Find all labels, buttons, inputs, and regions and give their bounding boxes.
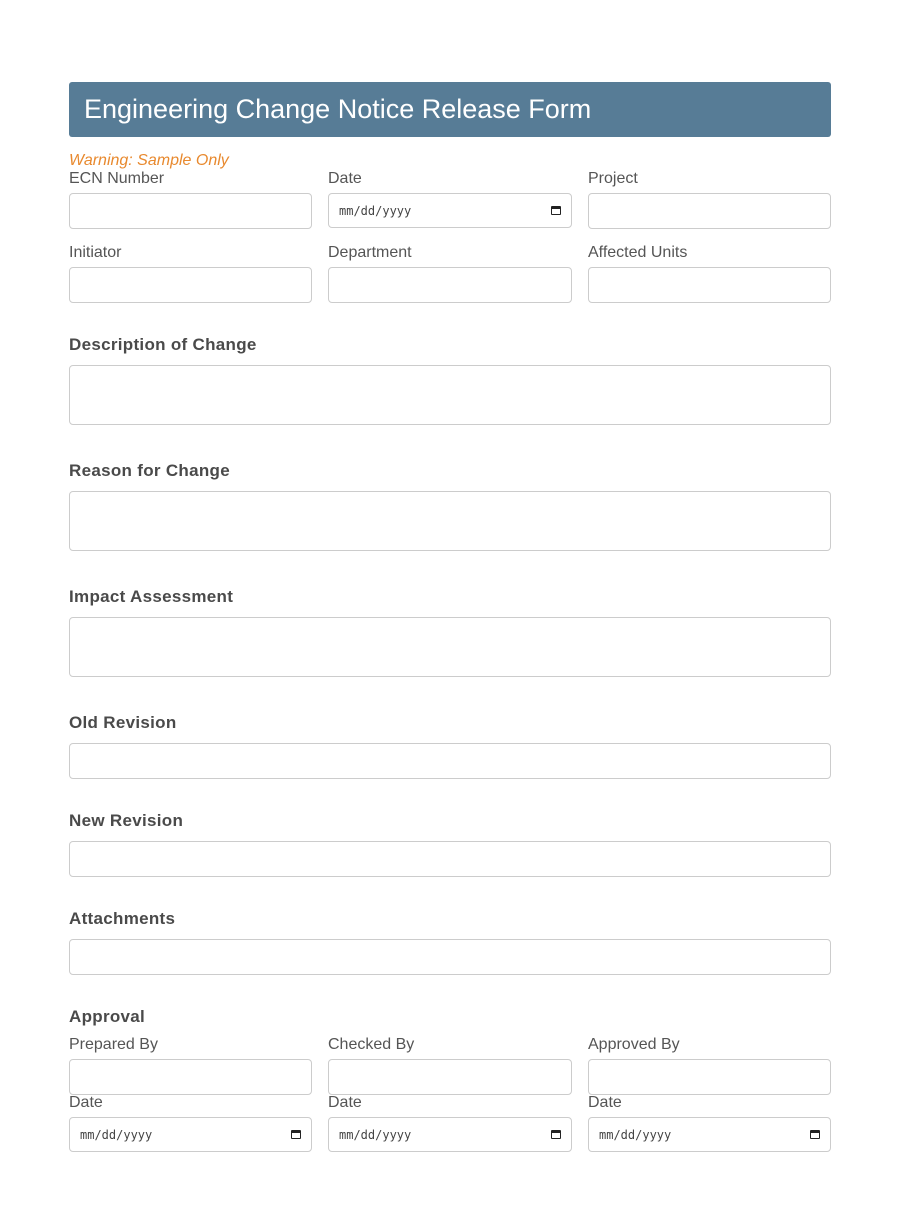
approved-by-label: Approved By [588,1036,680,1053]
initiator-label: Initiator [69,244,122,261]
new-revision-input[interactable] [69,841,831,877]
prepared-by-input[interactable] [69,1059,312,1095]
date-input[interactable] [328,193,572,228]
prepared-by-label: Prepared By [69,1036,158,1053]
affected-units-input[interactable] [588,267,831,303]
project-input[interactable] [588,193,831,229]
reason-textarea[interactable] [69,491,831,551]
new-revision-heading: New Revision [69,811,184,830]
date-placeholder: mm/dd/yyyy [599,1127,672,1142]
reason-heading: Reason for Change [69,461,230,480]
calendar-icon[interactable] [810,1130,820,1139]
form-title: Engineering Change Notice Release Form [69,82,831,137]
date-placeholder: mm/dd/yyyy [80,1127,153,1142]
date-placeholder: mm/dd/yyyy [339,1127,412,1142]
attachments-input[interactable] [69,939,831,975]
calendar-icon[interactable] [551,1130,561,1139]
checked-date-input[interactable] [328,1117,572,1152]
department-label: Department [328,244,412,261]
initiator-input[interactable] [69,267,312,303]
old-revision-heading: Old Revision [69,713,177,732]
date-placeholder: mm/dd/yyyy [339,203,412,218]
calendar-icon[interactable] [291,1130,301,1139]
checked-by-input[interactable] [328,1059,572,1095]
old-revision-input[interactable] [69,743,831,779]
description-heading: Description of Change [69,335,257,354]
calendar-icon[interactable] [551,206,561,215]
prepared-date-input[interactable] [69,1117,312,1152]
checked-date-label: Date [328,1094,362,1111]
impact-heading: Impact Assessment [69,587,234,606]
approved-date-input[interactable] [588,1117,831,1152]
affected-units-label: Affected Units [588,244,688,261]
prepared-date-label: Date [69,1094,103,1111]
impact-textarea[interactable] [69,617,831,677]
approved-by-input[interactable] [588,1059,831,1095]
attachments-heading: Attachments [69,909,176,928]
approved-date-label: Date [588,1094,622,1111]
ecn-number-input[interactable] [69,193,312,229]
warning-text: Warning: Sample Only [69,152,229,169]
description-textarea[interactable] [69,365,831,425]
checked-by-label: Checked By [328,1036,415,1053]
project-label: Project [588,170,638,187]
ecn-number-label: ECN Number [69,170,165,187]
date-label: Date [328,170,362,187]
department-input[interactable] [328,267,572,303]
approval-heading: Approval [69,1007,146,1026]
